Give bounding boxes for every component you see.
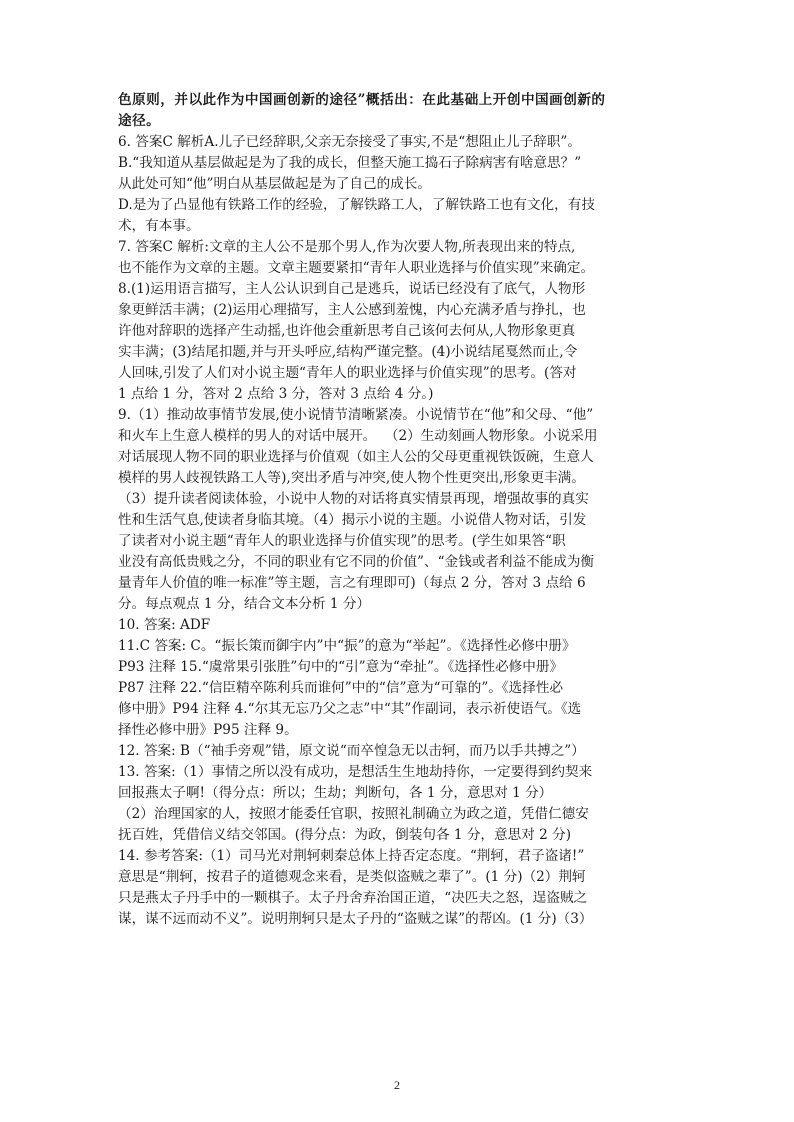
text-line: 8.(1)运用语言描写，主人公认识到自己是逃兵，说话已经没有了底气，人物形	[118, 281, 586, 297]
text-line: 和火车上生意人模样的男人的对话中展开。 （2）生动刻画人物形象。小说采用	[118, 428, 598, 444]
text-line: 谋，谋不远而动不义”。说明荆轲只是太子丹的“盗贼之谋”的帮凶。(1 分)（3）	[118, 911, 593, 927]
text-line: 修中册》P94 注释 4.“尔其无忘乃父之志”中“其”作副词，表示祈使语气。《选	[118, 701, 582, 717]
text-line: 1 点给 1 分，答对 2 点给 3 分，答对 3 点给 4 分。)	[118, 386, 434, 402]
text-line: 途径。	[118, 113, 161, 129]
text-line: 9.（1）推动故事情节发展,使小说情节清晰紧凑。小说情节在“他”和父母、“他”	[118, 407, 594, 423]
text-line: 分。每点观点 1 分，结合文本分析 1 分）	[118, 596, 371, 612]
text-line: 7. 答案C 解析:文章的主人公不是那个男人,作为次要人物,所表现出来的特点,	[118, 239, 576, 255]
text-line: 10. 答案: ADF	[118, 617, 211, 633]
text-line: 只是燕太子丹手中的一颗棋子。太子丹舍弃治国正道，“决匹夫之怒，逞盗贼之	[118, 890, 588, 906]
text-line: 意思是“荆轲，按君子的道德观念来看，是类似盗贼之辈了”。(1 分)（2）荆轲	[118, 869, 586, 885]
text-line: D.是为了凸显他有铁路工作的经验，了解铁路工人，了解铁路工也有文化，有技	[118, 197, 595, 213]
text-line: 择性必修中册》P95 注释 9。	[118, 722, 298, 738]
document-body	[118, 90, 678, 930]
text-line: 色原则，并以此作为中国画创新的途径”概括出：在此基础上开创中国画创新的	[118, 92, 606, 108]
text-line: 13. 答案:（1）事情之所以没有成功，是想活生生地劫持你，一定要得到约契来	[118, 764, 593, 780]
text-line: 也不能作为文章的主题。文章主题要紧扣“青年人职业选择与价值实现”来确定。	[118, 260, 595, 276]
text-line: 许他对辞职的选择产生动摇,也许他会重新思考自己该何去何从,人物形象更真	[118, 323, 576, 339]
text-line: B.“我知道从基层做起是为了我的成长，但整天施工捣石子除病害有啥意思？”	[118, 155, 582, 171]
text-line: 实丰满；(3)结尾扣题,并与开头呼应,结构严谨完整。(4)小说结尾戛然而止,令	[118, 344, 578, 360]
text-line: 11.C 答案: C。“振长策而御宇内”中“振”的意为“举起”。《选择性必修中册》	[118, 638, 576, 654]
text-line: 回报燕太子啊!（得分点：所以；生劫；判断句，各 1 分，意思对 1 分）	[118, 785, 553, 801]
text-line: 12. 答案: B（“袖手旁观”错，原文说“而卒惶急无以击轲，而乃以手共搏之”）	[118, 743, 585, 759]
text-line: 术，有本事。	[118, 218, 200, 234]
text-line: 抚百姓，凭借信义结交邻国。(得分点：为政，倒装句各 1 分，意思对 2 分)	[118, 827, 571, 843]
text-line: 量青年人价值的唯一标准”等主题，言之有理即可)（每点 2 分，答对 3 点给 6	[118, 575, 586, 591]
text-line: （2）治理国家的人，按照才能委任官职，按照礼制确立为政之道，凭借仁德安	[118, 806, 589, 822]
text-line: P93 注释 15.“虞常果引张胜”句中的“引”意为“牵扯”。《选择性必修中册》	[118, 659, 564, 675]
text-line: 模样的男人歧视铁路工人等),突出矛盾与冲突,使人物个性更突出,形象更丰满。	[118, 470, 585, 486]
text-line: 性和生活气息,使读者身临其境。（4）揭示小说的主题。小说借人物对话，引发	[118, 512, 587, 528]
text-line: 了读者对小说主题“青年人的职业选择与价值实现”的思考。(学生如果答“职	[118, 533, 566, 549]
text-line: 象更鲜活丰满；(2)运用心理描写，主人公感到羞愧，内心充满矛盾与挣扎，也	[118, 302, 586, 318]
text-line: 6. 答案C 解析A.儿子已经辞职,父亲无奈接受了事实,不是“想阻止儿子辞职”。	[118, 134, 581, 150]
text-line: 对话展现人物不同的职业选择与价值观（如主人公的父母更重视铁饭碗，生意人	[118, 449, 594, 465]
text-line: （3）提升读者阅读体验，小说中人物的对话将真实情景再现，增强故事的真实	[118, 491, 589, 507]
text-line: 14. 参考答案:（1）司马光对荆轲刺秦总体上持否定态度。“荆轲，君子盗诸!”	[118, 848, 585, 864]
text-line: 人回味,引发了人们对小说主题“青年人的职业选择与价值实现”的思考。(答对	[118, 365, 577, 381]
text-line: 业没有高低贵贱之分，不同的职业有它不同的价值”、“金钱或者利益不能成为衡	[118, 554, 595, 570]
text-line: P87 注释 22.“信臣精卒陈利兵而谁何”中的“信”意为“可靠的”。《选择性必	[118, 680, 564, 696]
text-line: 从此处可知“他”明白从基层做起是为了自己的成长。	[118, 176, 431, 192]
page-number: 2	[394, 1078, 400, 1092]
